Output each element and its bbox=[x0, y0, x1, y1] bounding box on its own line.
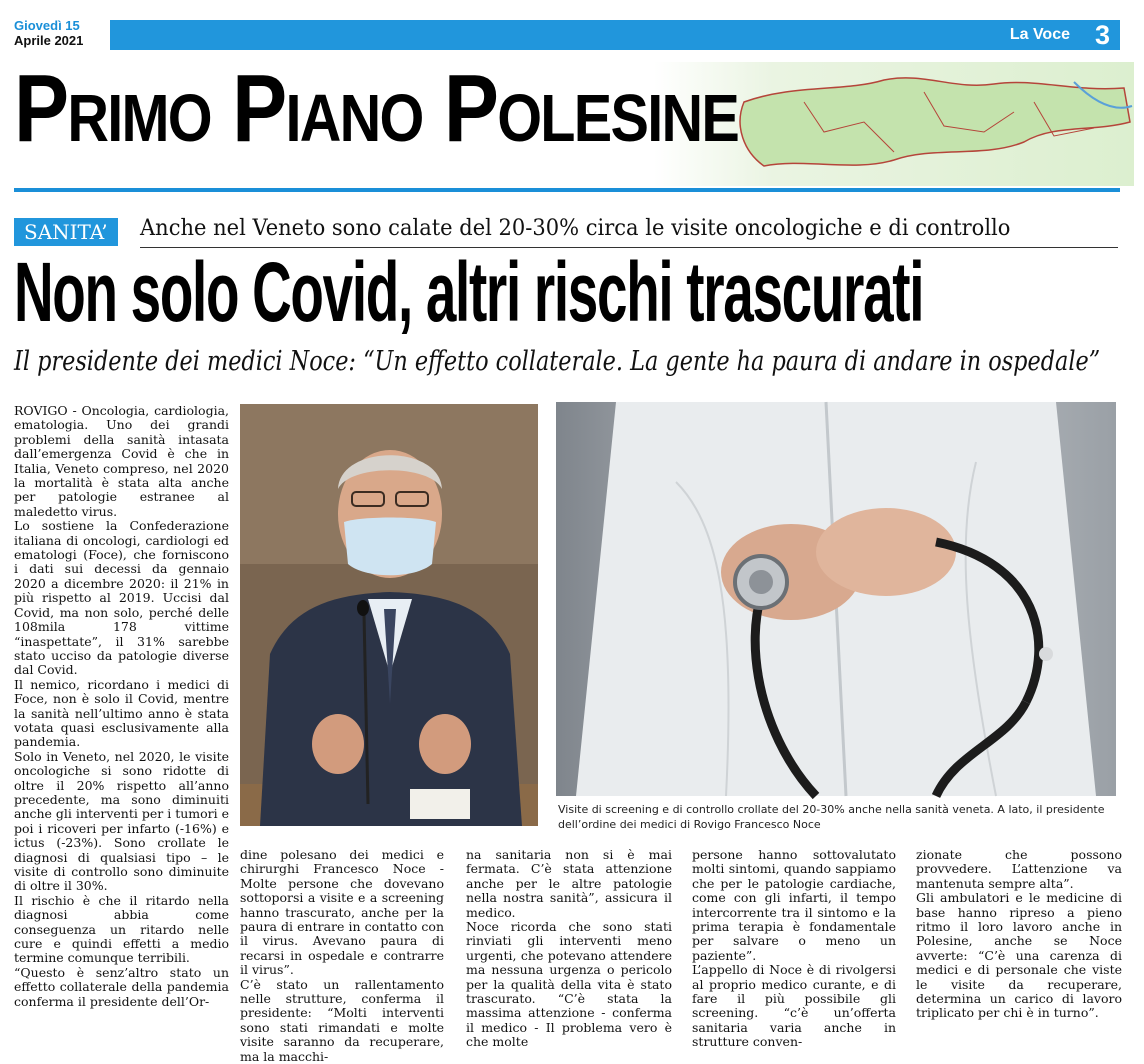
issue-day: Giovedì 15 bbox=[14, 18, 80, 33]
paragraph: Lo sostiene la Confederazione italiana di oncologi, cardiologi ed ematologi (Foce), che forniscono i dati sui decessi da gennaio 2020 a dicembre 2020: il 21% in più rispetto al 2019. Uccisi dal Covid, ma non solo, perché delle 108mila 178 vittime “inaspettate”, il 31% sarebbe stato ucciso da patologie diverse dal Covid. bbox=[14, 518, 229, 678]
kicker-line: Anche nel Veneto sono calate del 20-30% circa le visite oncologiche e di controllo bbox=[140, 216, 1011, 241]
section-masthead bbox=[14, 55, 1120, 188]
section-tag: SANITA’ bbox=[14, 218, 118, 246]
page-number: 3 bbox=[1094, 20, 1110, 50]
paragraph: Gli ambulatori e le medicine di base hanno ripreso a pieno ritmo il loro lavoro anche in Polesine, anche se Noce avverte: “C’è una carenza di medici e di personale che viste le visite da recuperare, determina un carico di lavoro triplicato per chi è in turno”. bbox=[916, 890, 1122, 1021]
article-column-5 bbox=[916, 848, 1122, 1056]
stethoscope-illustration bbox=[556, 402, 1116, 796]
paragraph: dine polesano dei medici e chirurghi Francesco Noce - Molte persone che dovevano sottoporsi a visite e a screening hanno trascurato, anche per la paura di entrare in contatto con il virus. Avevano paura di recarsi in ospedale e contrarre il virus”. bbox=[240, 847, 444, 978]
paragraph: persone hanno sottovalutato molti sintomi, quando sappiamo che per le patologie cardiache, come con gli infarti, il tempo intercorrente tra il sintomo e la prima terapia è fondamentale per salvare o meno un paziente”. bbox=[692, 847, 896, 963]
paragraph: zionate che possono provvedere. L’attenzione va mantenuta sempre alta”. bbox=[916, 847, 1122, 891]
article-column-2 bbox=[240, 847, 444, 1064]
portrait-illustration bbox=[240, 404, 538, 826]
paragraph: Noce ricorda che sono stati rinviati gli interventi meno urgenti, che potevano attendere ma nessuna urgenza o pericolo per la qualità della vita è stato trascurato. “C’è stata la massima attenzione - conferma il medico - Il problema vero è che molte bbox=[466, 919, 672, 1050]
newspaper-name: La Voce bbox=[1009, 26, 1070, 43]
portrait-photo bbox=[240, 404, 538, 826]
paragraph: na sanitaria non si è mai fermata. C’è stata attenzione anche per le altre patologie nella nostra sanità”, assicura il medico. bbox=[466, 847, 672, 920]
article-column-3 bbox=[466, 848, 672, 1056]
headline: Non solo Covid, altri rischi trascurati bbox=[14, 245, 924, 339]
issue-date bbox=[14, 18, 83, 48]
issue-month-year: Aprile 2021 bbox=[14, 33, 84, 48]
paragraph: L’appello di Noce è di rivolgersi al proprio medico curante, e di fare il più possibile gli screening. “c’è un’offerta sanitaria varia anche in strutture conven- bbox=[692, 962, 896, 1050]
paragraph: Il nemico, ricordano i medici di Foce, non è solo il Covid, mentre la sanità nell’ultimo anno è stata votata quasi esclusivamente alla pandemia. bbox=[14, 676, 229, 750]
stethoscope-photo bbox=[556, 402, 1116, 796]
top-bar bbox=[110, 20, 1120, 50]
photo-caption: Visite di screening e di controllo crollate del 20-30% anche nella sanità veneta. A lato, il presidente dell’ordine dei medici di Rovigo Francesco Noce bbox=[558, 803, 1105, 831]
paragraph: Solo in Veneto, nel 2020, le visite oncologiche si sono ridotte di oltre il 20% rispetto all’anno precedente, ma sono diminuiti anche gli interventi per i tumori e poi i ricoveri per infarto (-16%) e ictus (-23%). Sono crollate le diagnosi di qualsiasi tipo – le visite di controllo sono diminuite di oltre il 30%. bbox=[14, 748, 229, 894]
section-title: Primo Piano Polesine bbox=[14, 55, 739, 162]
article-column-1 bbox=[14, 404, 229, 1056]
subheadline: Il presidente dei medici Noce: “Un effetto collaterale. La gente ha paura di andare in ospedale” bbox=[14, 346, 1101, 377]
paragraph: “Questo è senz’altro stato un effetto collaterale della pandemia conferma il presidente dell’Or- bbox=[14, 964, 229, 1009]
paragraph: C’è stato un rallentamento nelle strutture, conferma il presidente: “Molti interventi sono stati rimandati e molte visite saranno da recuperare, ma la macchi- bbox=[240, 976, 444, 1064]
paragraph: ROVIGO - Oncologia, cardiologia, ematologia. Uno dei grandi problemi della sanità intasata dall’emergenza Covid è che in Italia, Veneto compreso, nel 2020 la mortalità è stata alta anche per patologie estranee al maledetto virus. bbox=[14, 403, 229, 519]
paragraph: Il rischio è che il ritardo nella diagnosi abbia come conseguenza un ritardo nelle cure e quindi effetti a medio termine comunque terribili. bbox=[14, 892, 229, 966]
masthead-divider bbox=[14, 188, 1120, 192]
article-column-4 bbox=[692, 848, 896, 1056]
